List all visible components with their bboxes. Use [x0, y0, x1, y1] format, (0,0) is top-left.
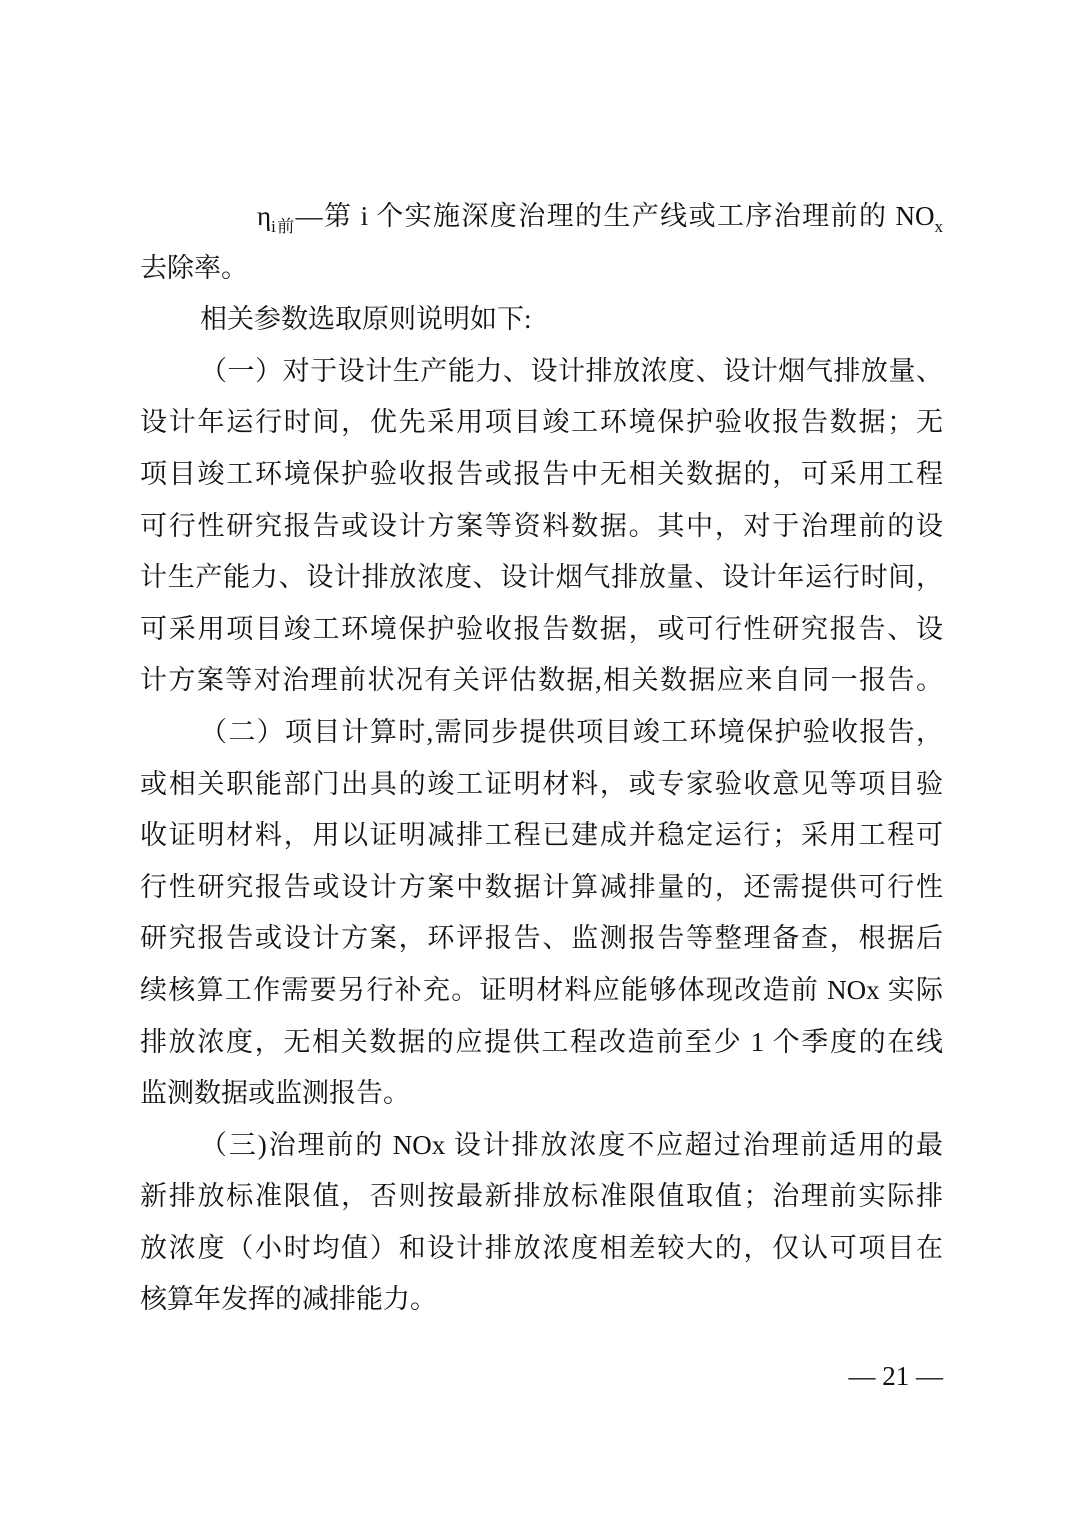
text-line	[140, 810, 943, 862]
text-line	[140, 346, 943, 398]
text-line	[140, 294, 943, 346]
text-line	[140, 191, 943, 243]
text-line	[140, 552, 943, 604]
line-text: 计生产能力、设计排放浓度、设计烟气排放量、设计年运行时间，	[140, 562, 943, 593]
line-text: 排放浓度，无相关数据的应提供工程改造前至少 1 个季度的在线	[140, 1026, 943, 1057]
text-line	[140, 965, 943, 1017]
line-text: 去除率。	[140, 252, 248, 283]
text-line	[140, 1223, 943, 1275]
text-line	[140, 1068, 943, 1120]
text-line	[140, 1171, 943, 1223]
line-text: 放浓度（小时均值）和设计排放浓度相差较大的，仅认可项目在	[140, 1232, 943, 1263]
subscript-text: i前	[271, 217, 296, 236]
body-text	[140, 191, 943, 1326]
text-line	[140, 707, 943, 759]
line-text: —第 i 个实施深度治理的生产线或工序治理前的 NO	[295, 201, 935, 231]
line-text: 可行性研究报告或设计方案等资料数据。其中，对于治理前的设	[140, 510, 943, 541]
line-text: 研究报告或设计方案，环评报告、监测报告等整理备查，根据后	[140, 923, 943, 954]
text-line	[140, 243, 943, 295]
line-text: 相关参数选取原则说明如下:	[200, 304, 532, 335]
line-text: 计方案等对治理前状况有关评估数据,相关数据应来自同一报告。	[140, 665, 943, 696]
page-number: — 21 —	[848, 1361, 943, 1391]
text-line	[140, 1274, 943, 1326]
line-text: 续核算工作需要另行补充。证明材料应能够体现改造前 NOx 实际	[140, 974, 943, 1005]
line-text: 项目竣工环境保护验收报告或报告中无相关数据的，可采用工程	[140, 458, 943, 489]
line-text: 行性研究报告或设计方案中数据计算减排量的，还需提供可行性	[140, 871, 943, 902]
line-text: （二）项目计算时,需同步提供项目竣工环境保护验收报告，	[200, 716, 943, 747]
text-line	[140, 501, 943, 553]
line-text: 或相关职能部门出具的竣工证明材料，或专家验收意见等项目验	[140, 768, 943, 799]
line-text: 监测数据或监测报告。	[140, 1078, 410, 1109]
subscript-text: x	[934, 217, 943, 236]
text-line	[140, 1017, 943, 1069]
text-line	[140, 913, 943, 965]
text-line	[140, 1120, 943, 1172]
text-line	[140, 862, 943, 914]
text-line	[140, 759, 943, 811]
line-text: η	[257, 201, 272, 231]
line-text: 收证明材料，用以证明减排工程已建成并稳定运行；采用工程可	[140, 820, 943, 851]
text-line	[140, 604, 943, 656]
line-text: （一）对于设计生产能力、设计排放浓度、设计烟气排放量、	[200, 355, 943, 386]
text-line	[140, 655, 943, 707]
line-text: （三)治理前的 NOx 设计排放浓度不应超过治理前适用的最	[200, 1129, 943, 1160]
line-text: 核算年发挥的减排能力。	[140, 1284, 437, 1315]
line-text: 设计年运行时间，优先采用项目竣工环境保护验收报告数据；无	[140, 407, 943, 438]
text-line	[140, 397, 943, 449]
line-text: 新排放标准限值，否则按最新排放标准限值取值；治理前实际排	[140, 1181, 943, 1212]
text-line	[140, 449, 943, 501]
line-text: 可采用项目竣工环境保护验收报告数据，或可行性研究报告、设	[140, 613, 943, 644]
